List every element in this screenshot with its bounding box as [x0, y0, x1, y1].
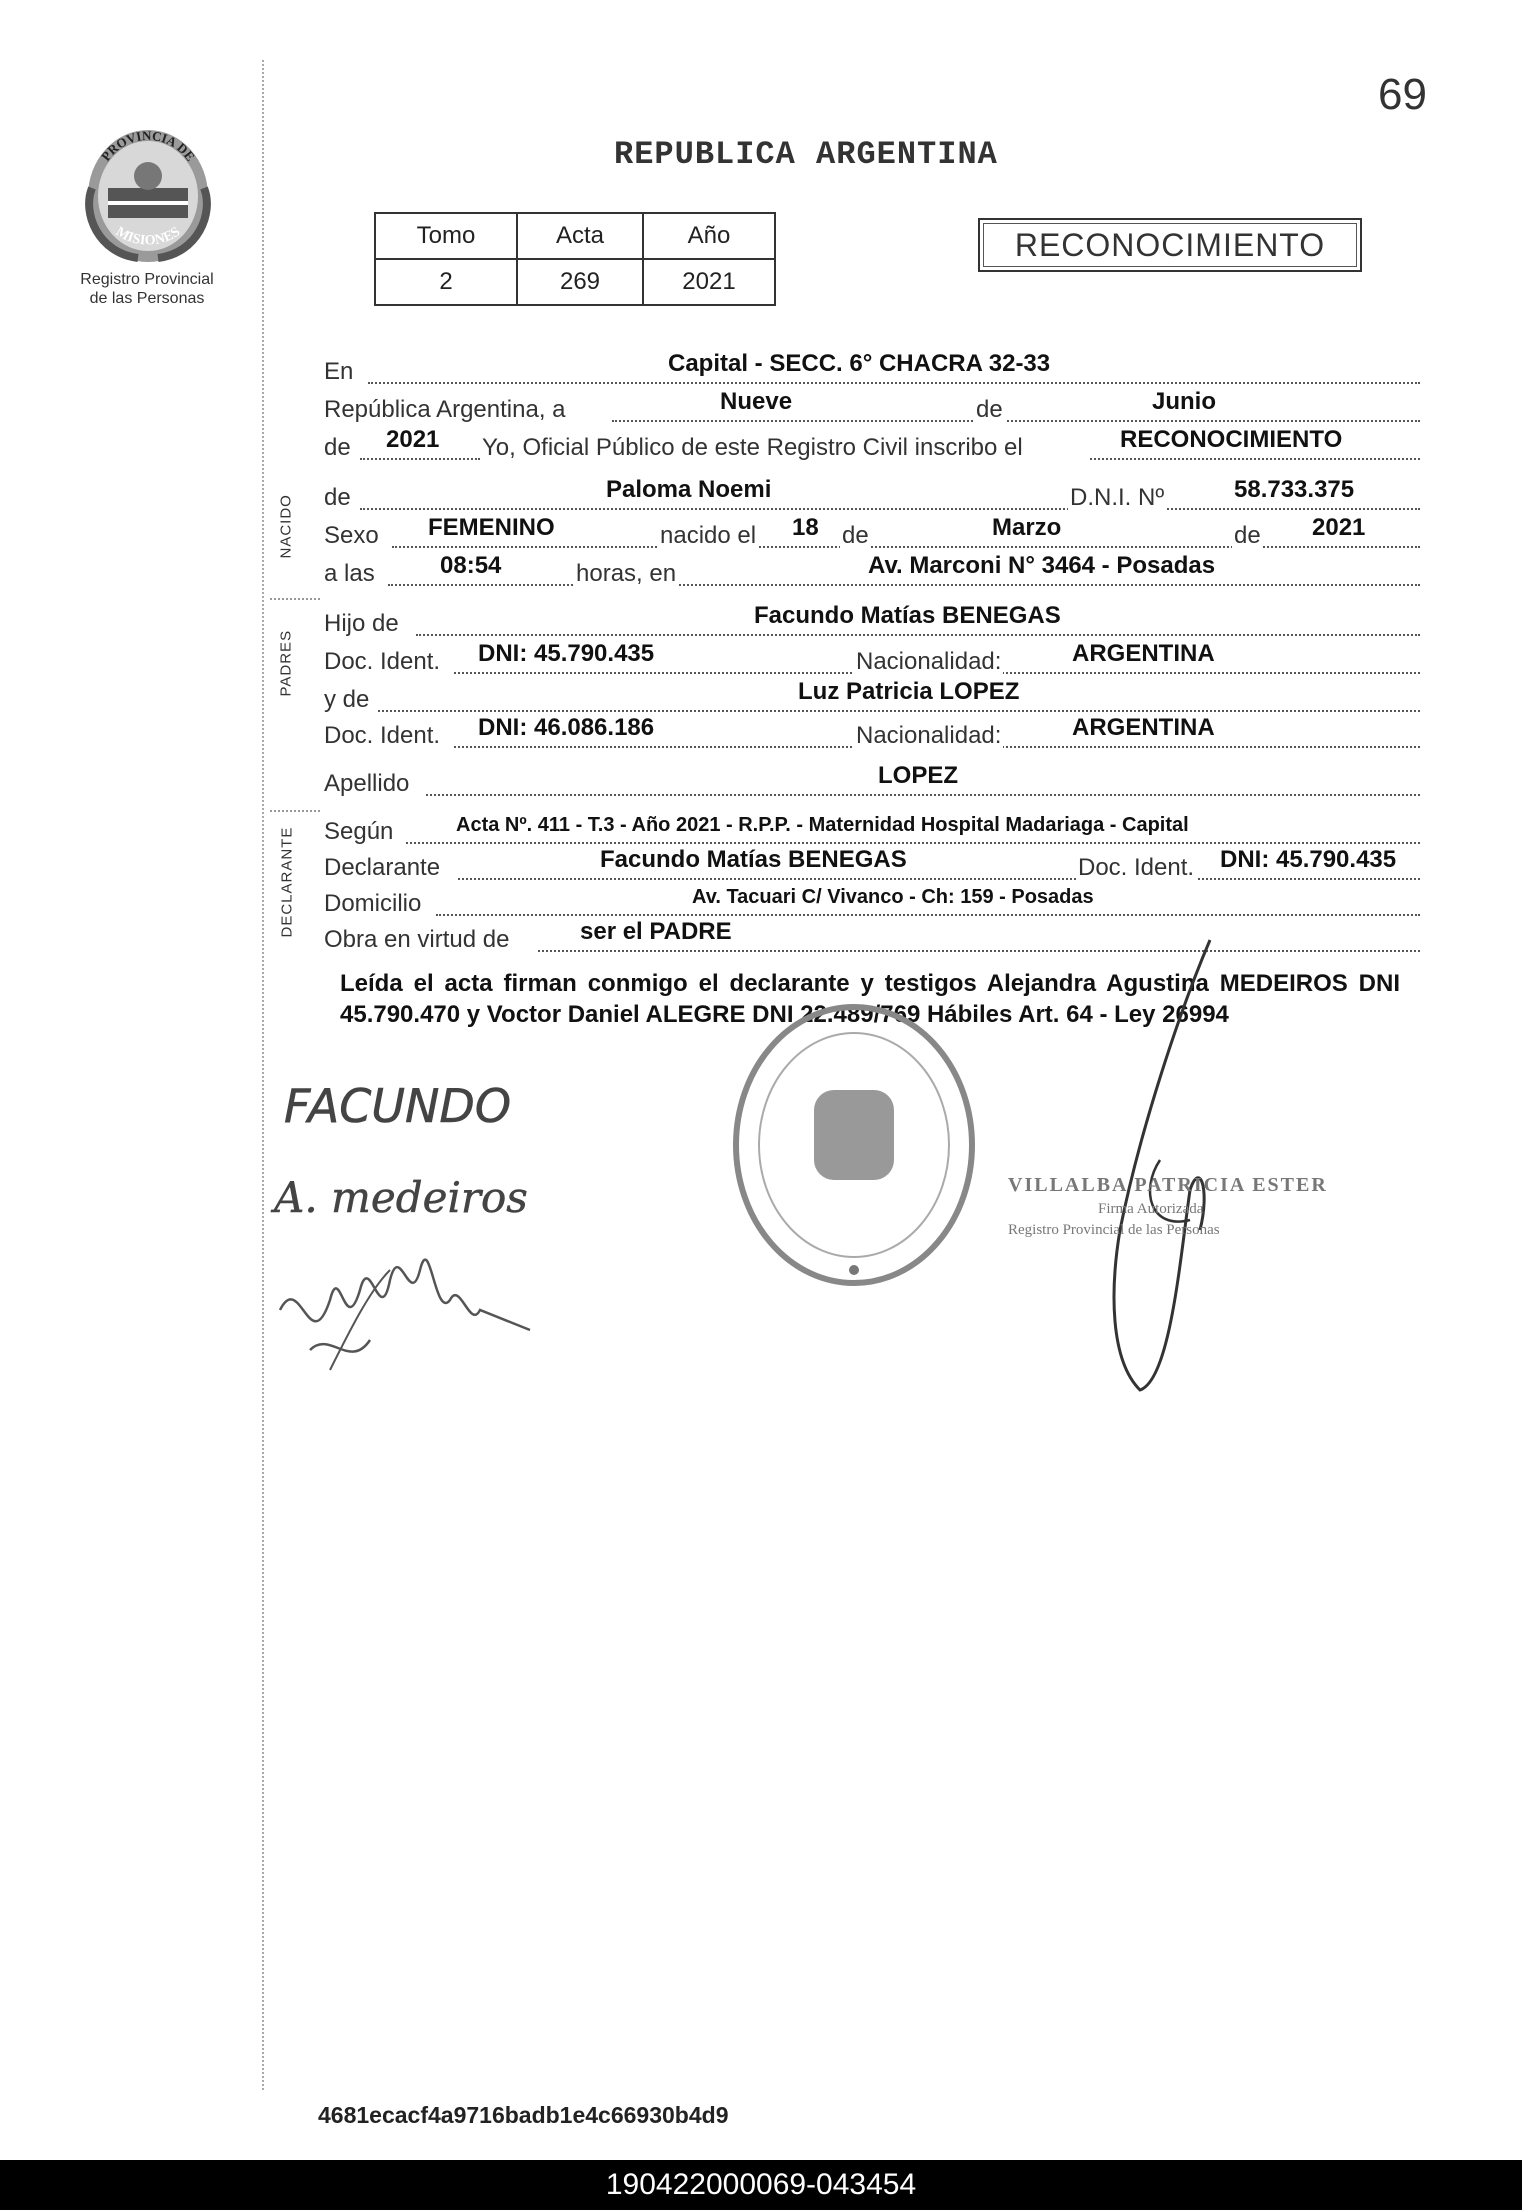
line-padre-doc [324, 642, 1420, 674]
value-lugar: Capital - SECC. 6° CHACRA 32-33 [668, 350, 1051, 377]
label-horas-en: horas, en [576, 560, 677, 587]
value-padre-nac: ARGENTINA [1072, 640, 1215, 667]
label-sexo: Sexo [324, 522, 379, 549]
value-hora: 08:54 [440, 552, 502, 579]
side-label-declarante: DECLARANTE [278, 826, 296, 938]
line-republica [324, 390, 1420, 422]
label-doc-ident-madre: Doc. Ident. [324, 722, 441, 749]
signature-facundo [280, 1070, 540, 1150]
value-nac-mes: Marzo [992, 514, 1062, 541]
label-doc-ident-declarante: Doc. Ident. [1078, 854, 1195, 881]
value-dia: Nueve [720, 388, 793, 415]
line-y-de [324, 680, 1420, 712]
value-nac-anio: 2021 [1312, 514, 1366, 541]
signature-facundo-text: FACUNDO [284, 1079, 512, 1133]
value-sexo: FEMENINO [428, 514, 555, 541]
label-nacionalidad-madre: Nacionalidad: [856, 722, 1002, 749]
line-anio [324, 428, 1420, 460]
label-apellido: Apellido [324, 770, 410, 797]
value-nac-dia: 18 [792, 514, 819, 541]
line-declarante [324, 848, 1420, 880]
side-label-nacido: NACIDO [277, 494, 295, 559]
value-padre: Facundo Matías BENEGAS [754, 602, 1061, 629]
footer-code: 190422000069-043454 [0, 2160, 1522, 2210]
record-type-box: RECONOCIMIENTO [978, 218, 1362, 272]
value-madre-doc: DNI: 46.086.186 [478, 714, 655, 741]
official-round-stamp-icon [728, 1000, 980, 1290]
record-table-value-row [375, 259, 775, 305]
line-hora [324, 554, 1420, 586]
country-title: REPUBLICA ARGENTINA [614, 136, 998, 173]
seal-text-top: PROVINCIA DE [97, 127, 198, 164]
line-domicilio [324, 884, 1420, 916]
record-table-header-tomo: Tomo [375, 213, 517, 259]
official-registry: Registro Provincial de las Personas [1008, 1222, 1220, 1238]
seal-text-bottom: MISIONES [112, 224, 184, 249]
label-de-nombre: de [324, 484, 351, 511]
value-obra: ser el PADRE [580, 918, 732, 945]
value-tipo: RECONOCIMIENTO [1120, 426, 1343, 453]
value-domicilio: Av. Tacuari C/ Vivanco - Ch: 159 - Posadas [692, 886, 1094, 908]
value-declarante: Facundo Matías BENEGAS [600, 846, 907, 873]
margin-line [262, 60, 264, 2090]
registry-label [62, 270, 232, 308]
official-name: VILLALBA PATRICIA ESTER [1008, 1174, 1328, 1196]
value-anio: 2021 [386, 426, 440, 453]
value-dni: 58.733.375 [1234, 476, 1355, 503]
line-hijo-de [324, 604, 1420, 636]
record-table-value-anio: 2021 [643, 259, 775, 305]
label-domicilio: Domicilio [324, 890, 422, 917]
signature-official [1060, 930, 1260, 1400]
label-hijo-de: Hijo de [324, 610, 399, 637]
registry-label-line2: de las Personas [89, 290, 205, 307]
label-de-mes-2: de [842, 522, 869, 549]
line-segun [324, 812, 1420, 844]
label-declarante: Declarante [324, 854, 441, 881]
label-a-las: a las [324, 560, 375, 587]
label-yo-oficial: Yo, Oficial Público de este Registro Civil inscribo el [482, 434, 1023, 461]
record-table-header-row [375, 213, 775, 259]
closing-text: Leída el acta firman conmigo el declarante y testigos Alejandra Agustina MEDEIROS DNI 45.790.470 y Voctor Daniel ALEGRE DNI 22.489/769 Hábiles Art. 64 - Ley 26994 [340, 970, 1400, 1028]
value-nombre: Paloma Noemi [606, 476, 772, 503]
label-republica: República Argentina, a [324, 396, 566, 423]
value-apellido: LOPEZ [878, 762, 959, 789]
line-nombre [324, 478, 1420, 510]
value-lugar-nac: Av. Marconi N° 3464 - Posadas [868, 552, 1216, 579]
signature-scribble [270, 1210, 550, 1380]
value-madre-nac: ARGENTINA [1072, 714, 1215, 741]
record-table-header-acta: Acta [517, 213, 643, 259]
value-declarante-doc: DNI: 45.790.435 [1220, 846, 1397, 873]
value-mes: Junio [1152, 388, 1216, 415]
registry-label-line1: Registro Provincial [80, 271, 214, 288]
signature-medeiros-text: A. medeiros [274, 1173, 528, 1222]
label-en: En [324, 358, 354, 385]
line-en [324, 352, 1420, 384]
label-nacido-el: nacido el [660, 522, 757, 549]
record-table-value-acta: 269 [517, 259, 643, 305]
side-label-padres: PADRES [277, 629, 295, 697]
value-madre: Luz Patricia LOPEZ [798, 678, 1020, 705]
label-de-mes-1: de [976, 396, 1003, 423]
label-nacionalidad-padre: Nacionalidad: [856, 648, 1002, 675]
label-dni: D.N.I. Nº [1070, 484, 1165, 511]
page-number: 69 [1378, 70, 1427, 119]
label-segun: Según [324, 818, 394, 845]
value-segun: Acta Nº. 411 - T.3 - Año 2021 - R.P.P. - Maternidad Hospital Madariaga - Capital [456, 814, 1189, 836]
record-table-header-anio: Año [643, 213, 775, 259]
document-hash: 4681ecacf4a9716badb1e4c66930b4d9 [318, 2102, 729, 2128]
label-y-de: y de [324, 686, 370, 713]
official-role: Firma Autorizada [1098, 1201, 1204, 1217]
record-table-value-tomo: 2 [375, 259, 517, 305]
value-padre-doc: DNI: 45.790.435 [478, 640, 655, 667]
official-stamp-text [1008, 1174, 1368, 1239]
line-sexo [324, 516, 1420, 548]
province-seal-icon [78, 118, 218, 268]
label-de-anio-2: de [1234, 522, 1261, 549]
record-table [374, 212, 776, 306]
label-doc-ident-padre: Doc. Ident. [324, 648, 441, 675]
line-apellido [324, 764, 1420, 796]
label-de-anio: de [324, 434, 351, 461]
label-obra: Obra en virtud de [324, 926, 510, 953]
line-madre-doc [324, 716, 1420, 748]
